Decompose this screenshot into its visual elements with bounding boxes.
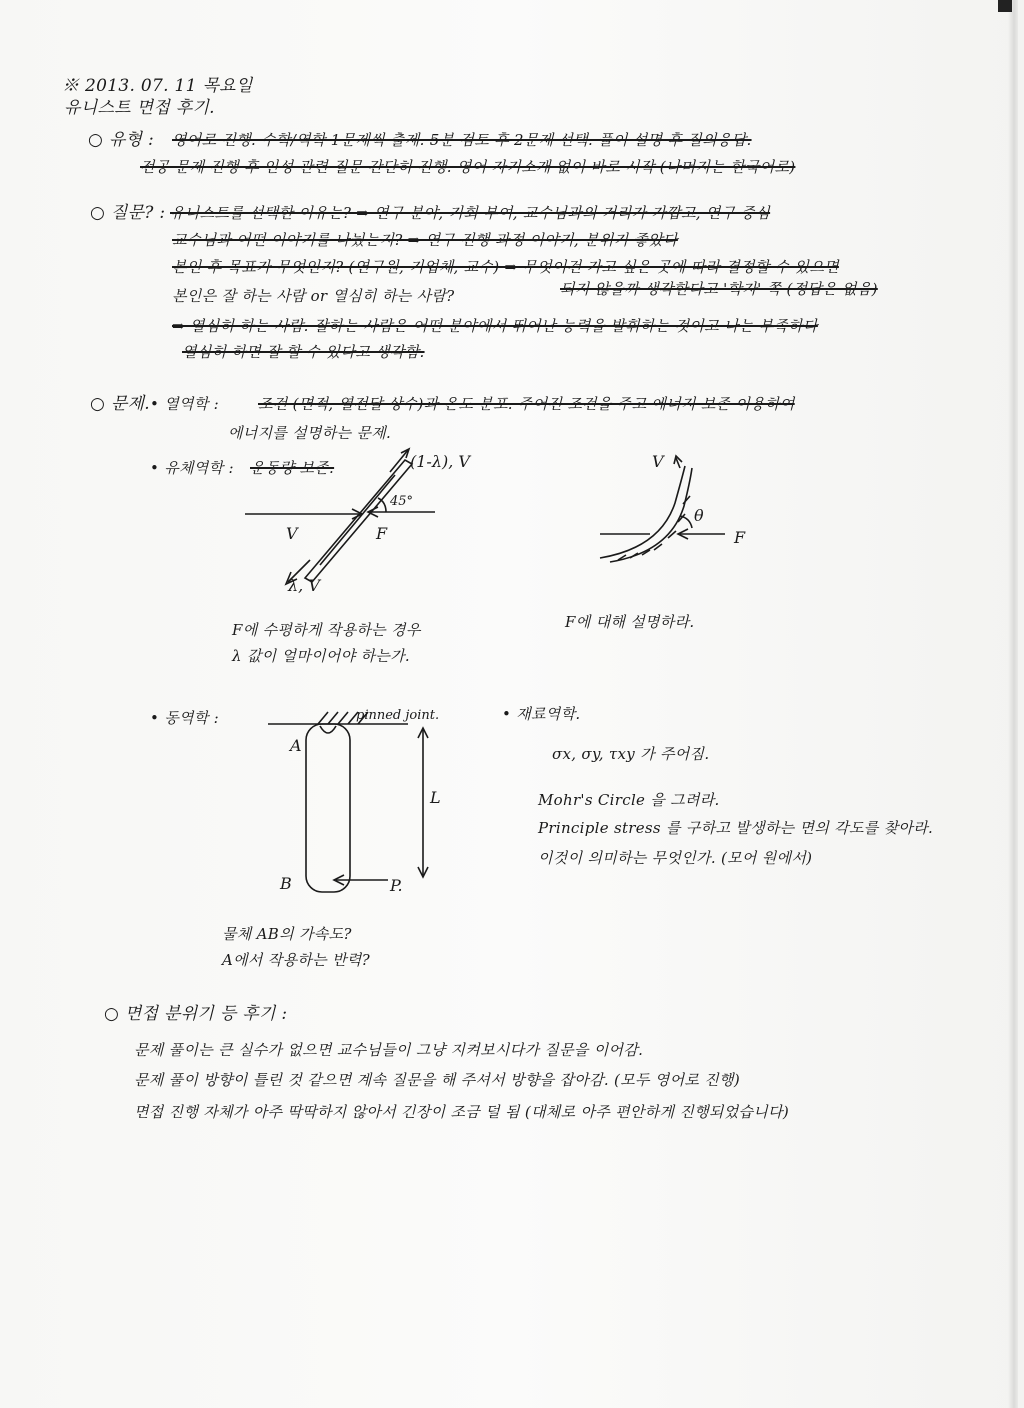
fig1-upper-outflow-label: (1-λ), V	[410, 452, 470, 471]
style-label: ○ 유형 :	[88, 130, 155, 150]
fluid-figure-1	[240, 450, 540, 590]
questions-line-4: 본인은 잘 하는 사람 or 열심히 하는 사람?	[172, 287, 455, 305]
fluid-caption-2: F에 대해 설명하라.	[565, 613, 695, 631]
scan-corner-mark	[998, 0, 1012, 12]
fig2-theta-label: θ	[694, 506, 704, 525]
fig2-velocity-label: V	[652, 452, 664, 471]
questions-line-3: 본인 후 목표가 무엇인지? (연구원, 기업체, 교수) ⇒ 무엇이건 가고 싶은 곳에 따라 결정할 수 있으면	[172, 258, 839, 276]
page-title: 유니스트 면접 후기.	[64, 98, 215, 118]
length-label: L	[430, 788, 441, 807]
force-p-label: P.	[390, 876, 403, 895]
style-line-1: 영어로 진행. 수학/역학 1문제씩 출제. 5분 검토 후 2문제 선택. 풀이 설명 후 질의응답.	[172, 131, 752, 149]
tips-line-1: 문제 풀이는 큰 실수가 없으면 교수님들이 그냥 지켜보시다가 질문을 이어감.	[134, 1041, 644, 1059]
materials-line-2: Mohr's Circle 을 그려라.	[538, 791, 720, 809]
fig1-inflow-label: V	[286, 524, 298, 543]
materials-label: • 재료역학.	[502, 705, 581, 723]
style-line-2: 전공 문제 진행 후 인성 관련 질문 간단히 진행. 영어 자기소개 없이 바로 시작 (나머지는 한국어로)	[140, 158, 796, 176]
date-line: ※ 2013. 07. 11 목요일	[62, 76, 253, 96]
materials-line-4: 이것이 의미하는 무엇인가. (모어 원에서)	[538, 849, 813, 867]
dynamics-figure	[258, 710, 448, 900]
mechanics-line-2: 에너지를 설명하는 문제.	[228, 424, 392, 442]
fig2-force-label: F	[734, 528, 746, 547]
fig1-angle-label: 45°	[390, 494, 414, 509]
pinned-joint-label: pinned joint.	[356, 708, 440, 723]
fluid-caption-1-line-1: F에 수평하게 작용하는 경우	[232, 621, 421, 639]
questions-line-6: 열심히 하면 잘 할 수 있다고 생각함.	[182, 343, 425, 361]
problems-label: ○ 문제.	[90, 394, 150, 414]
materials-line-1: σx, σy, τxy 가 주어짐.	[552, 745, 710, 763]
questions-line-3b: 되지 않을까 생각한다고 '학자' 쪽 (정답은 없음)	[560, 280, 878, 298]
point-a-label: A	[290, 736, 302, 755]
fluid-topic: 운동량 보존.	[250, 459, 335, 477]
page-edge-shadow	[1008, 0, 1018, 1408]
fig1-force-label: F	[376, 524, 388, 543]
questions-label: ○ 질문? :	[90, 203, 166, 223]
materials-line-3: Principle stress 를 구하고 발생하는 면의 각도를 찾아라.	[538, 819, 934, 837]
questions-line-1: 유니스트를 선택한 이유는? ⇒ 연구 분야, 기회 부여, 교수님과의 거리가 가깝고, 연구 중심	[170, 204, 771, 222]
tips-line-2: 문제 풀이 방향이 틀린 것 같으면 계속 질문을 해 주셔서 방향을 잡아감. (모두 영어로 진행)	[134, 1071, 740, 1089]
fig1-lower-outflow-label: λ, V	[288, 576, 320, 595]
point-b-label: B	[280, 874, 292, 893]
mechanics-line-1: 조건 (면적, 열전달 상수)과 온도 분포. 주어진 조건을 주고 에너지 보존 이용하여	[258, 395, 795, 413]
dynamics-question-2: A에서 작용하는 반력?	[222, 951, 370, 969]
mechanics-label: • 열역학 :	[150, 395, 220, 413]
tips-label: ○ 면접 분위기 등 후기 :	[104, 1004, 288, 1024]
fluid-label: • 유체역학 :	[150, 459, 234, 477]
fluid-caption-1-line-2: λ 값이 얼마이어야 하는가.	[232, 647, 410, 665]
dynamics-question-1: 물체 AB의 가속도?	[222, 925, 352, 943]
questions-line-5: ⇒ 열심히 하는 사람. 잘하는 사람은 어떤 분야에서 뛰어난 능력을 발휘하는 것이고 나는 부족하다	[172, 317, 818, 335]
dynamics-label: • 동역학 :	[150, 709, 220, 727]
tips-line-3: 면접 진행 자체가 아주 딱딱하지 않아서 긴장이 조금 덜 됨 (대체로 아주 편안하게 진행되었습니다)	[134, 1103, 790, 1121]
questions-line-2: 교수님과 어떤 이야기를 나눴는지? ⇒ 연구 진행 과정 이야기, 분위기 좋았다	[172, 231, 678, 249]
